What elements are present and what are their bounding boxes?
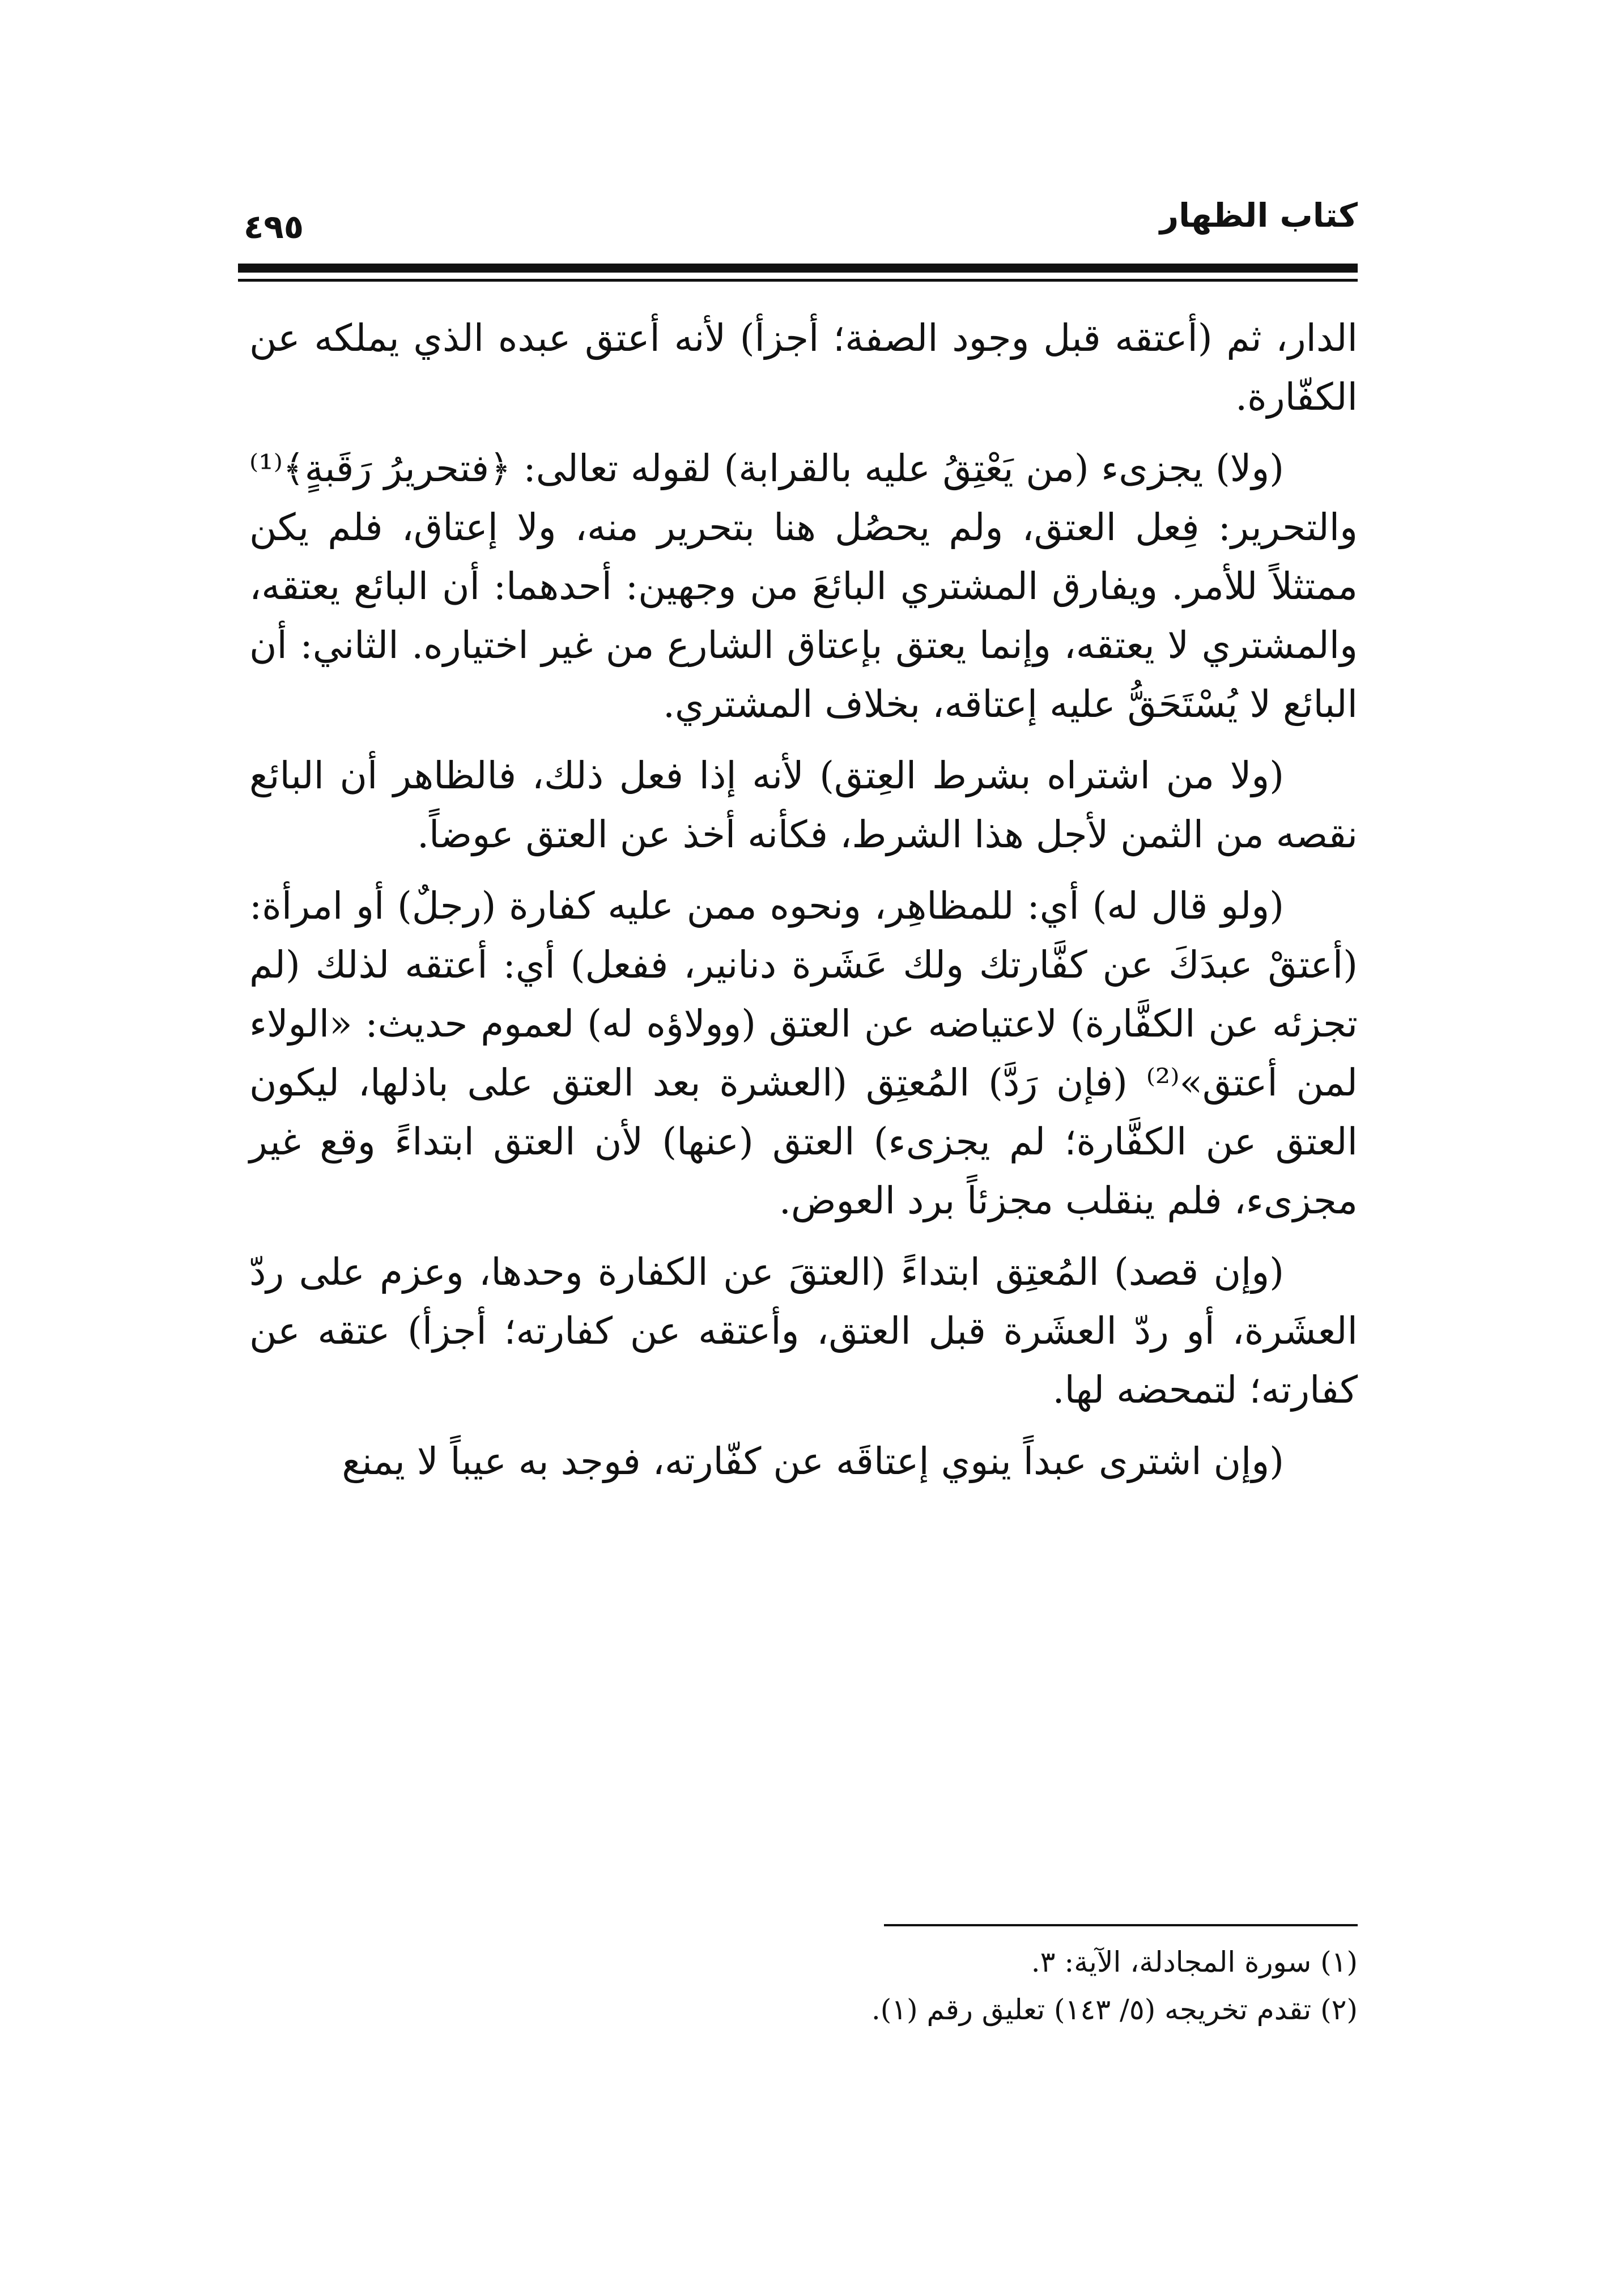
footnote-2: (٢) تقدم تخريجه (٥/ ١٤٣) تعليق رقم (١).	[871, 1993, 1358, 2026]
header-rule-thin	[238, 279, 1358, 282]
body-text	[249, 309, 1358, 1504]
running-title: كتاب الظهار	[1159, 196, 1358, 235]
paragraph-5: (وإن قصد) المُعتِق ابتداءً (العتقَ عن الكفارة وحدها، وعزم على ردّ العشَرة، أو ردّ العشَرة قبل العتق، وأعتقه عن كفارته؛ أجزأ) عتقه عن كفارته؛ لتمحضه لها.	[249, 1250, 1358, 1412]
header-rule-thick	[238, 264, 1358, 273]
paragraph-1: الدار، ثم (أعتقه قبل وجود الصفة؛ أجزأ) لأنه أعتق عبده الذي يملكه عن الكفّارة.	[249, 316, 1358, 419]
paragraph-2: (ولا) يجزىء (من يَعْتِقُ عليه بالقرابة) لقوله تعالى: ﴿فتحريرُ رَقَبةٍ﴾⁽¹⁾ والتحرير: فِعل العتق، ولم يحصُل هنا بتحرير منه، ولا إعتاق، فلم يكن ممتثلاً للأمر. ويفارق المشتري البائعَ من وجهين: أحدهما: أن البائع يعتقه، والمشتري لا يعتقه، وإنما يعتق بإعتاق الشارع من غير اختياره. الثاني: أن البائع لا يُسْتَحَقُّ عليه إعتاقه، بخلاف المشتري.	[249, 447, 1358, 726]
paragraph-6: (وإن اشترى عبداً ينوي إعتاقَه عن كفّارته، فوجد به عيباً لا يمنع	[342, 1440, 1284, 1483]
paragraph-3: (ولا من اشتراه بشرط العِتق) لأنه إذا فعل ذلك، فالظاهر أن البائع نقصه من الثمن لأجل هذا الشرط، فكأنه أخذ عن العتق عوضاً.	[249, 754, 1358, 856]
paragraph-4: (ولو قال له) أي: للمظاهِر، ونحوه ممن عليه كفارة (رجلٌ) أو امرأة: (أعتقْ عبدَكَ عن كفَّارتك ولك عَشَرة دنانير، ففعل) أي: أعتقه لذلك (لم تجزئه عن الكفَّارة) لاعتياضه عن العتق (وولاؤه له) لعموم حديث: «الولاء لمن أعتق»⁽²⁾ (فإن رَدَّ) المُعتِق (العشرة بعد العتق على باذلها، ليكون العتق عن الكفَّارة؛ لم يجزىء) العتق (عنها) لأن العتق ابتداءً وقع غير مجزىء، فلم ينقلب مجزئاً برد العوض.	[249, 884, 1358, 1222]
page-number: ٤٩٥	[244, 207, 304, 246]
page-header	[238, 193, 1358, 255]
footnote-divider	[884, 1924, 1358, 1926]
footnote-1: (١) سورة المجادلة، الآية: ٣.	[1031, 1946, 1358, 1978]
footnotes	[249, 1938, 1358, 2033]
